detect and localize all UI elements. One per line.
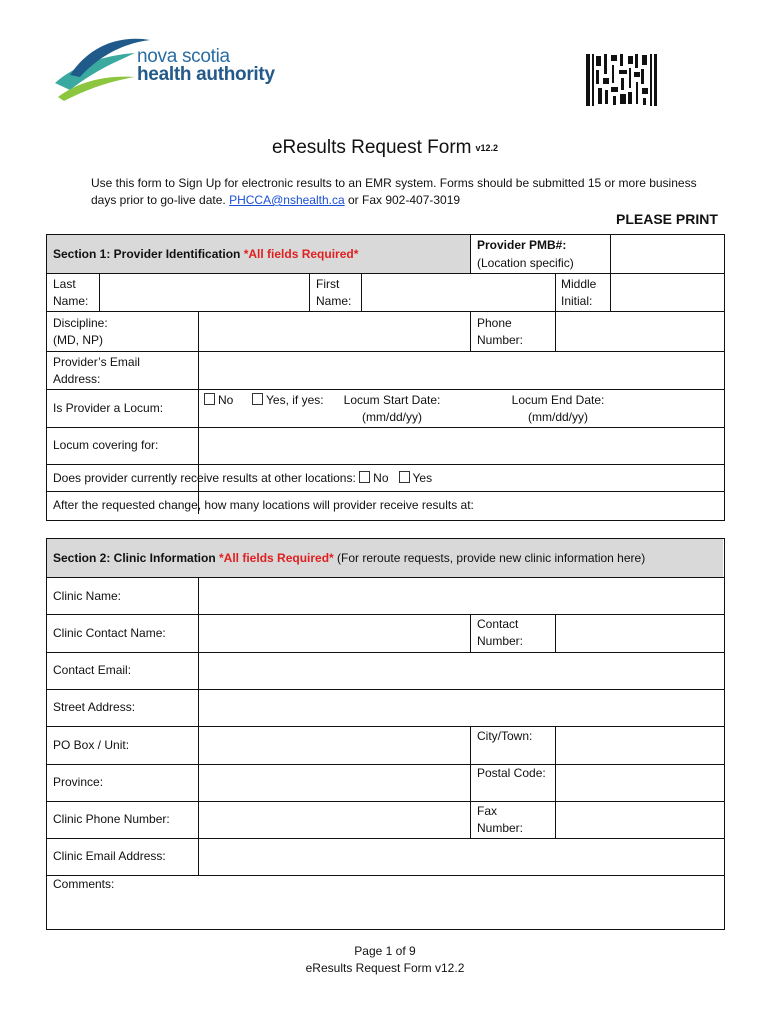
contact-number-input[interactable] (557, 616, 724, 650)
footer-form-name: eResults Request Form v12.2 (305, 961, 465, 975)
locum-end-label: Locum End Date: (mm/dd/yy) (511, 393, 605, 424)
checkbox-icon[interactable] (252, 393, 263, 405)
other-no-checkbox[interactable]: No (359, 471, 388, 485)
po-box-input[interactable] (200, 728, 474, 762)
province-input[interactable] (200, 766, 474, 799)
please-print-note: PLEASE PRINT (616, 211, 718, 227)
contact-email-input[interactable] (200, 654, 724, 687)
2d-barcode (584, 52, 658, 108)
postal-code-label: Postal Code: (477, 766, 546, 780)
clinic-email-label: Clinic Email Address: (53, 849, 166, 863)
middle-initial-input[interactable] (612, 275, 724, 309)
provider-email-label: Provider’s Email Address: (53, 355, 140, 386)
fax-number-label: Fax Number: (477, 804, 524, 835)
section1-title: Section 1: Provider Identification *All fields Required* (53, 247, 359, 261)
page-number: Page 1 of 9 (354, 944, 416, 958)
form-title: eResults Request Form v12.2 (271, 137, 499, 158)
comments-textarea[interactable] (50, 894, 718, 928)
discipline-input[interactable] (200, 313, 474, 349)
pmb-label: Provider PMB#: (477, 238, 567, 252)
other-locations-question: Does provider currently receive results at other locations: No Yes (53, 471, 433, 485)
street-address-label: Street Address: (53, 700, 136, 714)
last-name-input[interactable] (101, 275, 314, 309)
logo-wordmark: nova scotia health authority (137, 46, 275, 85)
locum-covering-input[interactable] (200, 429, 724, 462)
locations-count-question: After the requested change, how many locations will provider receive results at: (53, 498, 474, 512)
pmb-input[interactable] (612, 236, 724, 270)
city-label: City/Town: (477, 729, 533, 743)
first-name-input[interactable] (363, 275, 561, 309)
clinic-phone-input[interactable] (200, 803, 474, 836)
city-input[interactable] (557, 728, 724, 762)
contact-email-label: Contact Email: (53, 663, 132, 677)
section2-title: Section 2: Clinic Information *All fields Required* (For reroute requests, provide new clinic information here) (53, 551, 646, 565)
phone-label: Phone Number: (477, 316, 524, 347)
postal-code-input[interactable] (557, 766, 724, 799)
email-link[interactable]: PHCCA@nshealth.ca (229, 193, 345, 207)
fax-number-input[interactable] (557, 803, 724, 836)
checkbox-icon[interactable] (204, 393, 215, 405)
first-name-label: First Name: (316, 277, 352, 308)
contact-number-label: Contact Number: (477, 617, 524, 648)
po-box-label: PO Box / Unit: (53, 738, 130, 752)
clinic-name-label: Clinic Name: (53, 589, 122, 603)
provider-email-input[interactable] (200, 353, 724, 387)
province-label: Province: (53, 775, 104, 789)
checkbox-icon[interactable] (399, 471, 410, 483)
pmb-sublabel: (Location specific) (477, 256, 574, 270)
clinic-contact-name-input[interactable] (200, 616, 474, 650)
street-address-input[interactable] (200, 691, 724, 724)
locum-label: Is Provider a Locum: (53, 401, 164, 415)
comments-label: Comments: (53, 877, 115, 891)
middle-initial-label: Middle Initial: (561, 277, 597, 308)
locum-start-label: Locum Start Date: (mm/dd/yy) (343, 393, 441, 424)
locum-no-checkbox[interactable]: No (204, 392, 233, 409)
intro-paragraph: Use this form to Sign Up for electronic results to an EMR system. Forms should be submitted 15 or more business days prior to go-live date. PHCCA@nshealth.ca or Fax 902-407-3019 (91, 176, 697, 207)
clinic-contact-name-label: Clinic Contact Name: (53, 626, 166, 640)
clinic-name-input[interactable] (200, 579, 724, 612)
clinic-email-input[interactable] (200, 840, 724, 873)
last-name-label: Last Name: (53, 277, 89, 308)
phone-input[interactable] (557, 313, 724, 349)
discipline-label: Discipline: (MD, NP) (53, 316, 108, 347)
checkbox-icon[interactable] (359, 471, 370, 483)
other-yes-checkbox[interactable]: Yes (399, 471, 433, 485)
locum-yes-checkbox[interactable]: Yes, if yes: (252, 392, 324, 409)
locum-covering-label: Locum covering for: (53, 438, 159, 452)
clinic-phone-label: Clinic Phone Number: (53, 812, 170, 826)
